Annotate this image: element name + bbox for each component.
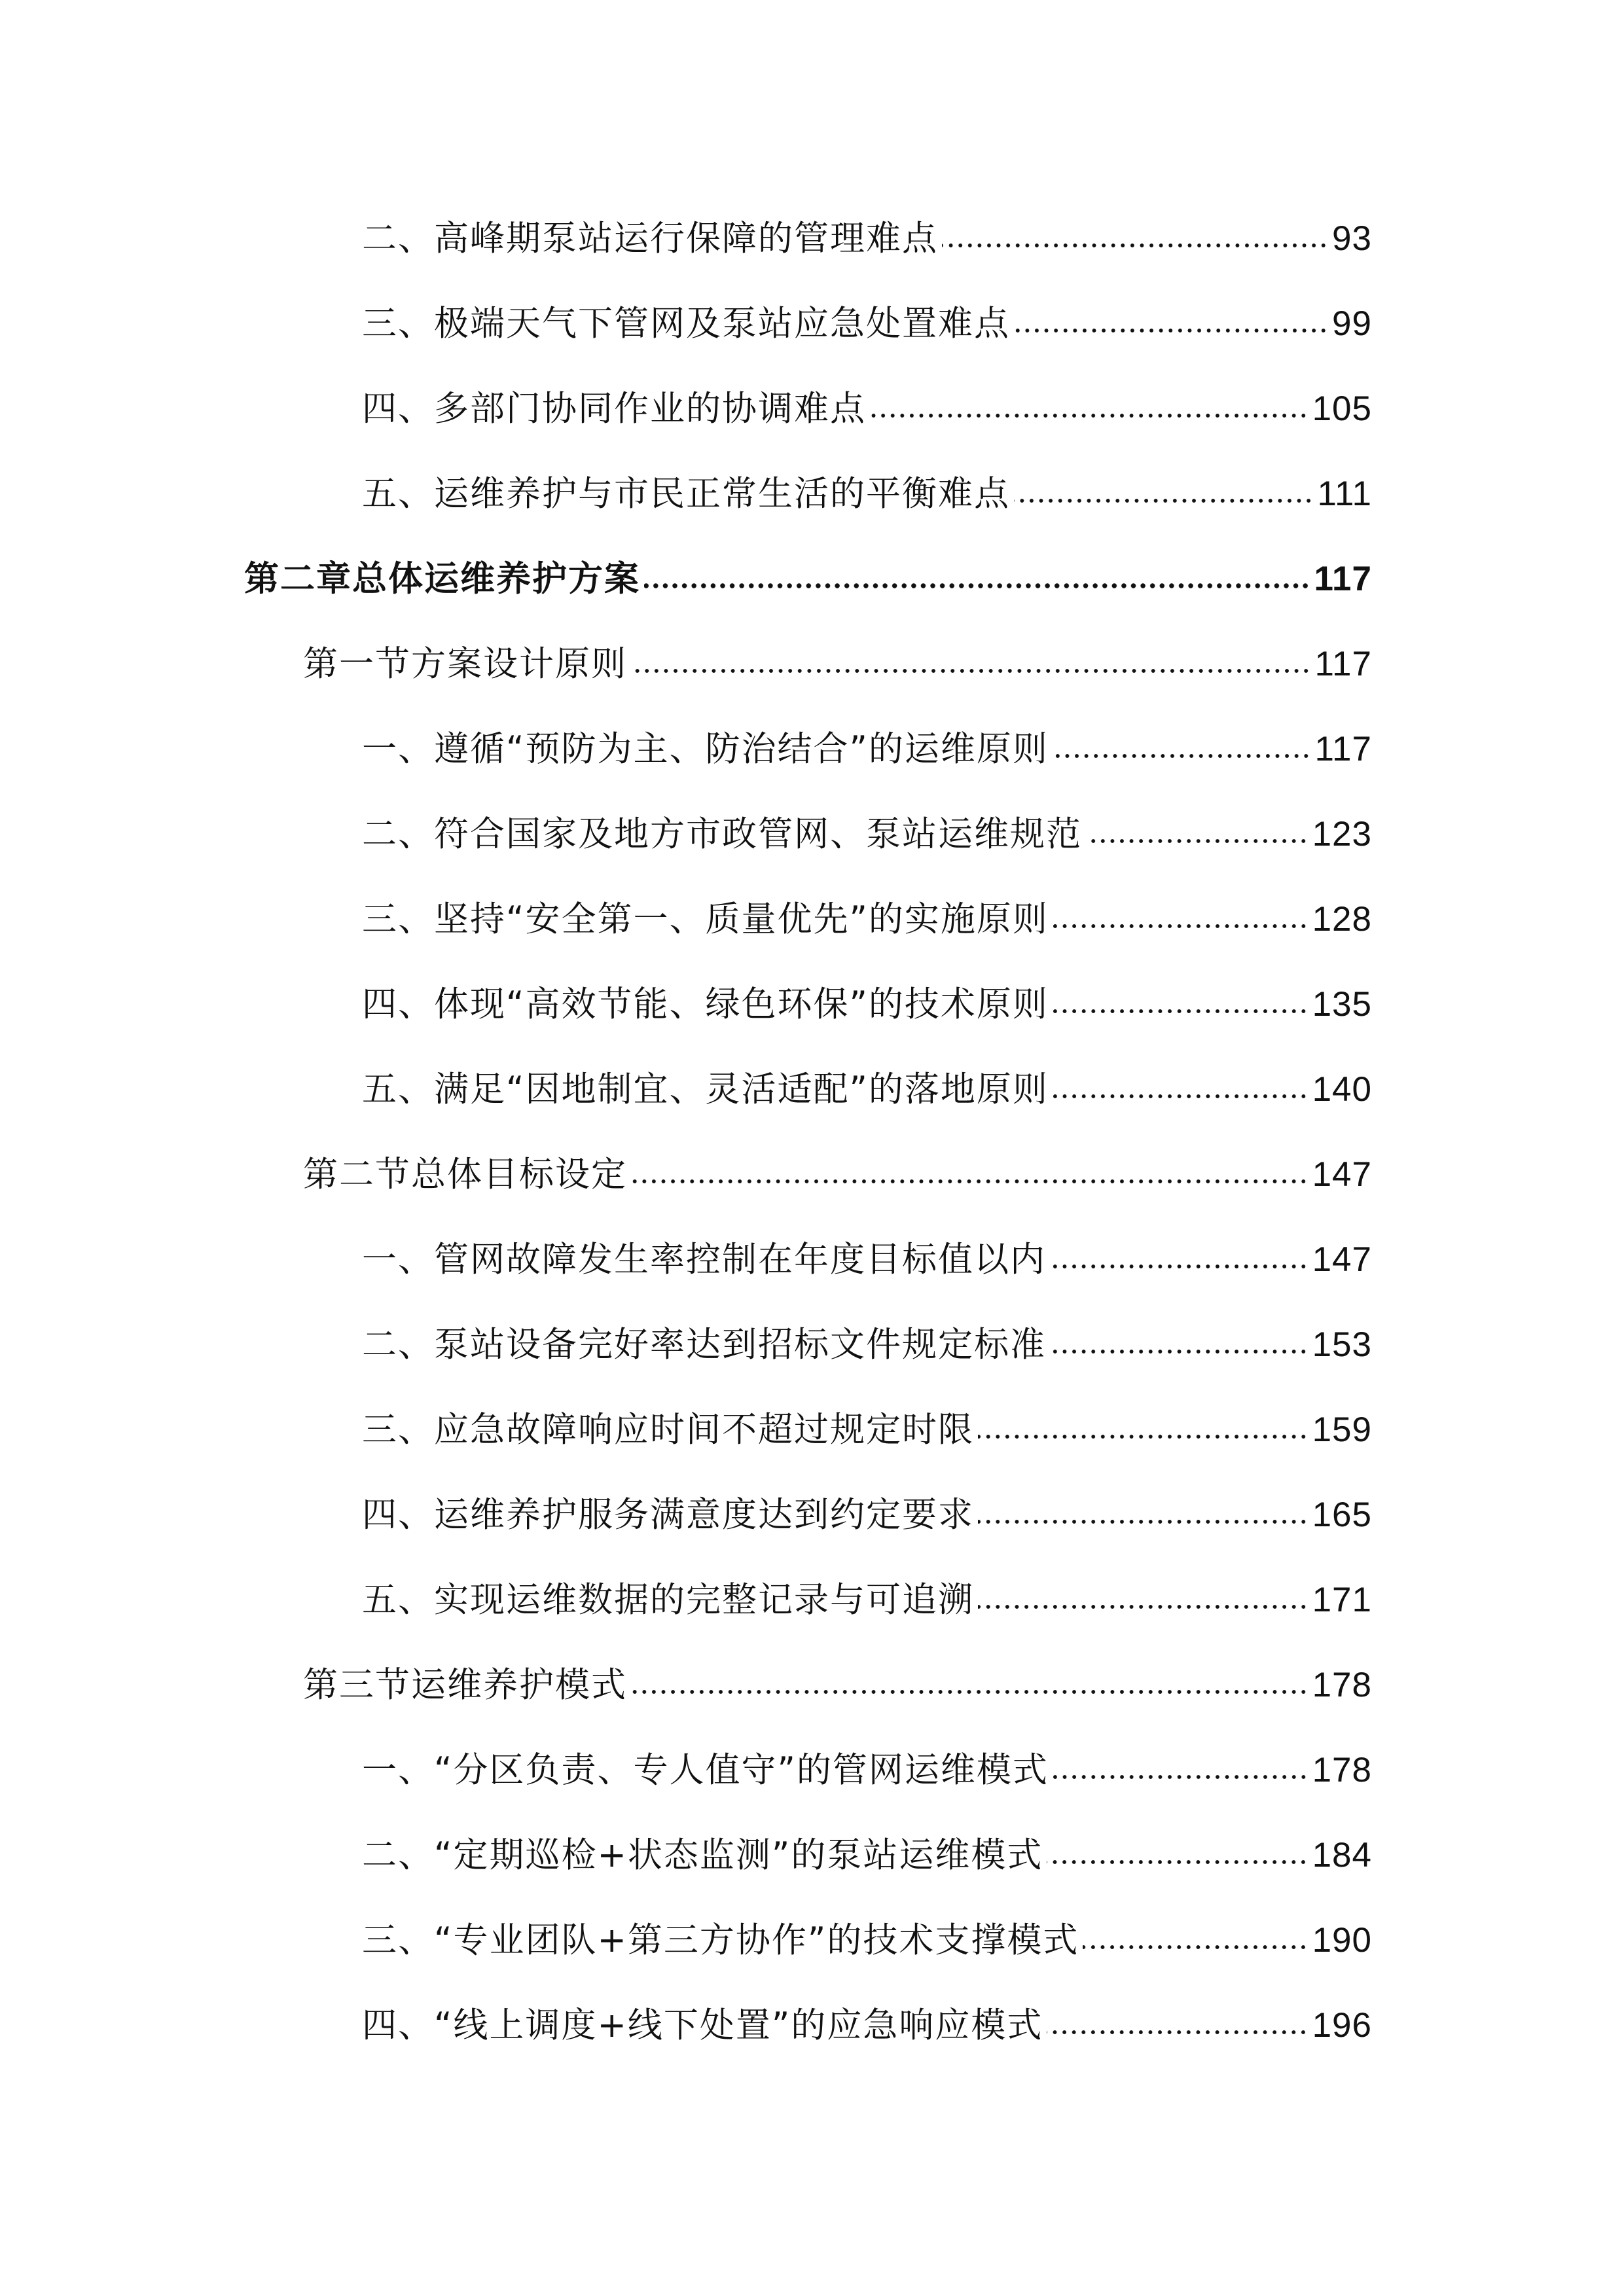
toc-entry-title: 四、“线上调度+线下处置”的应急响应模式 xyxy=(362,2005,1043,2045)
toc-entry-item[interactable] xyxy=(362,1914,1372,1967)
toc-page-number: 159 xyxy=(1312,1410,1372,1449)
toc-page-number: 147 xyxy=(1312,1155,1372,1194)
toc-page-number: 128 xyxy=(1312,900,1372,939)
toc-entry-item[interactable] xyxy=(362,893,1372,946)
toc-entry-title: 第一节方案设计原则 xyxy=(303,644,627,684)
toc-dot-leader xyxy=(1047,1857,1308,1867)
toc-page-number: 190 xyxy=(1312,1921,1372,1960)
toc-entry-section[interactable] xyxy=(303,1659,1372,1712)
toc-entry-title: 四、运维养护服务满意度达到约定要求 xyxy=(362,1495,974,1535)
toc-page-number: 171 xyxy=(1312,1581,1372,1619)
toc-entry-item[interactable] xyxy=(362,468,1372,520)
toc-dot-leader xyxy=(1053,1092,1308,1101)
toc-entry-item[interactable] xyxy=(362,808,1372,861)
toc-page-number: 99 xyxy=(1332,304,1372,343)
toc-page-number: 93 xyxy=(1332,219,1372,258)
toc-dot-leader xyxy=(978,1432,1308,1441)
toc-entry-item[interactable] xyxy=(362,1234,1372,1286)
toc-entry-title: 三、“专业团队+第三方协作”的技术支撑模式 xyxy=(362,1920,1079,1960)
toc-entry-item[interactable] xyxy=(362,1744,1372,1797)
toc-page-number: 117 xyxy=(1314,730,1372,768)
toc-dot-leader xyxy=(1053,922,1308,931)
toc-dot-leader xyxy=(631,666,1311,675)
toc-page-number: 147 xyxy=(1312,1240,1372,1279)
toc-page-number: 196 xyxy=(1312,2006,1372,2045)
toc-dot-leader xyxy=(1053,751,1311,761)
toc-entry-item[interactable] xyxy=(362,213,1372,265)
toc-page-number: 123 xyxy=(1312,815,1372,853)
toc-entry-title: 二、符合国家及地方市政管网、泵站运维规范 xyxy=(362,814,1082,854)
toc-entry-title: 二、泵站设备完好率达到招标文件规定标准 xyxy=(362,1325,1046,1365)
toc-entry-title: 五、实现运维数据的完整记录与可追溯 xyxy=(362,1580,974,1620)
toc-dot-leader xyxy=(1053,1772,1308,1782)
toc-entry-title: 三、坚持“安全第一、质量优先”的实施原则 xyxy=(362,899,1049,939)
toc-entry-item[interactable] xyxy=(362,723,1372,776)
toc-page-number: 140 xyxy=(1312,1070,1372,1109)
toc-entry-item[interactable] xyxy=(362,1574,1372,1626)
toc-entry-item[interactable] xyxy=(362,1829,1372,1882)
toc-dot-leader xyxy=(1050,1262,1308,1271)
toc-dot-leader xyxy=(1047,2028,1308,2037)
toc-entry-title: 五、满足“因地制宜、灵活适配”的落地原则 xyxy=(362,1069,1049,1109)
toc-page-number: 117 xyxy=(1314,645,1372,683)
toc-entry-item[interactable] xyxy=(362,1489,1372,1541)
toc-dot-leader xyxy=(942,241,1328,250)
toc-entry-item[interactable] xyxy=(362,978,1372,1031)
toc-page-number: 105 xyxy=(1312,389,1372,428)
toc-entry-title: 一、“分区负责、专人值守”的管网运维模式 xyxy=(362,1750,1049,1790)
toc-entry-title: 第二章总体运维养护方案 xyxy=(244,559,640,599)
toc-dot-leader xyxy=(1053,1007,1308,1016)
toc-entry-chapter[interactable] xyxy=(244,553,1372,605)
toc-entry-title: 三、极端天气下管网及泵站应急处置难点 xyxy=(362,304,1010,344)
toc-entry-item[interactable] xyxy=(362,1064,1372,1116)
toc-dot-leader xyxy=(631,1687,1308,1696)
toc-entry-item[interactable] xyxy=(362,383,1372,435)
toc-dot-leader xyxy=(1086,836,1308,846)
toc-page-number: 178 xyxy=(1312,1751,1372,1789)
toc-entry-title: 四、多部门协同作业的协调难点 xyxy=(362,389,866,429)
toc-entry-title: 第二节总体目标设定 xyxy=(303,1155,627,1194)
toc-entry-title: 三、应急故障响应时间不超过规定时限 xyxy=(362,1410,974,1450)
toc-entry-title: 二、“定期巡检+状态监测”的泵站运维模式 xyxy=(362,1835,1043,1875)
toc-entry-title: 四、体现“高效节能、绿色环保”的技术原则 xyxy=(362,984,1049,1024)
toc-dot-leader xyxy=(1050,1347,1308,1356)
toc-dot-leader xyxy=(1083,1943,1308,1952)
toc-dot-leader xyxy=(631,1177,1308,1186)
toc-dot-leader xyxy=(1014,326,1328,335)
toc-entry-title: 五、运维养护与市民正常生活的平衡难点 xyxy=(362,474,1010,514)
toc-page-number: 135 xyxy=(1312,985,1372,1024)
toc-dot-leader xyxy=(644,581,1310,590)
toc-page-number: 184 xyxy=(1312,1836,1372,1874)
toc-dot-leader xyxy=(1014,496,1313,505)
toc-page-number: 153 xyxy=(1312,1325,1372,1364)
toc-entry-item[interactable] xyxy=(362,2000,1372,2052)
toc-page-number: 165 xyxy=(1312,1496,1372,1534)
toc-entry-section[interactable] xyxy=(303,638,1372,691)
toc-dot-leader xyxy=(978,1517,1308,1526)
toc-entry-title: 二、高峰期泵站运行保障的管理难点 xyxy=(362,219,938,259)
toc-dot-leader xyxy=(870,411,1308,420)
toc-entry-item[interactable] xyxy=(362,1319,1372,1371)
toc-entry-item[interactable] xyxy=(362,298,1372,350)
toc-entry-section[interactable] xyxy=(303,1149,1372,1201)
toc-page-number: 111 xyxy=(1317,475,1372,513)
toc-entry-title: 第三节运维养护模式 xyxy=(303,1665,627,1705)
toc-page-number: 178 xyxy=(1312,1666,1372,1704)
toc-page-number: 117 xyxy=(1314,560,1372,598)
toc-entry-item[interactable] xyxy=(362,1404,1372,1456)
toc-dot-leader xyxy=(978,1602,1308,1611)
toc-entry-title: 一、遵循“预防为主、防治结合”的运维原则 xyxy=(362,729,1049,769)
toc-entry-title: 一、管网故障发生率控制在年度目标值以内 xyxy=(362,1240,1046,1280)
